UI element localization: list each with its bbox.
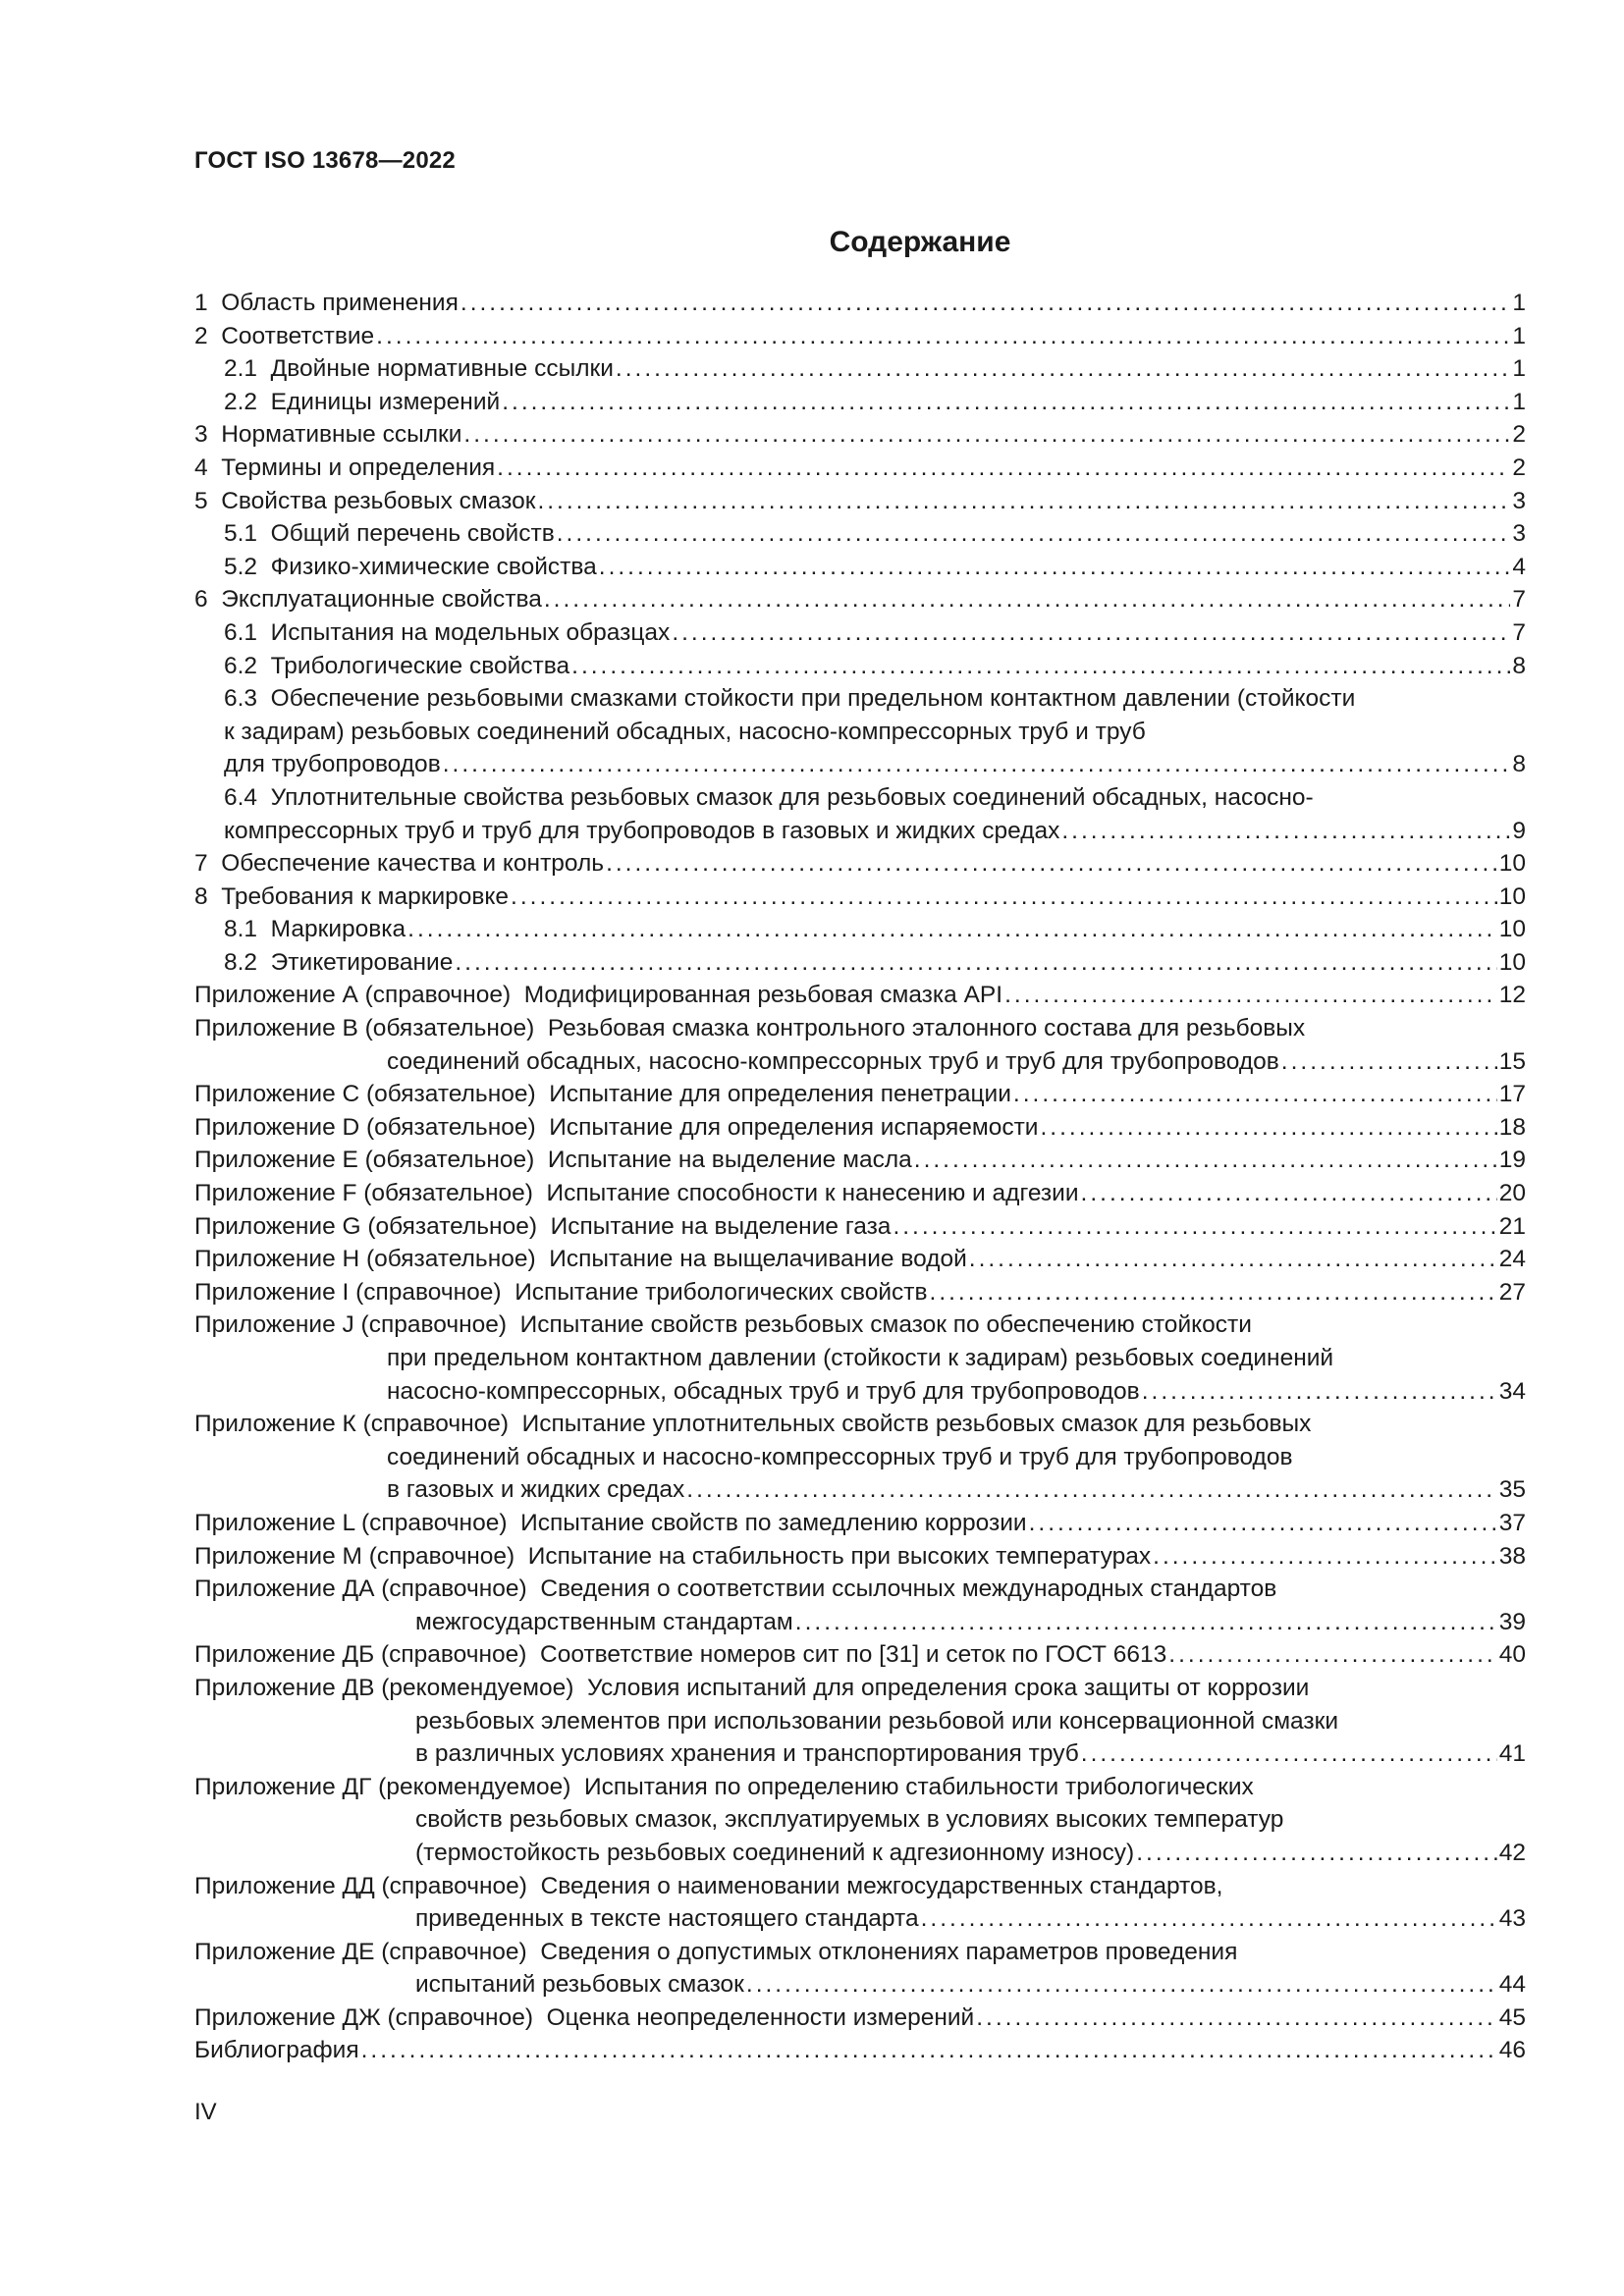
toc-entry-text: Приложение ДЕ (справочное) Сведения о допустимых отклонениях параметров проведения: [194, 1938, 1238, 1965]
dot-leader: [914, 1144, 1497, 1177]
toc-page-number: 17: [1498, 1081, 1526, 1108]
dot-leader: [1281, 1045, 1497, 1079]
toc-entry[interactable]: [194, 517, 1526, 551]
toc-entry[interactable]: [194, 1507, 1526, 1540]
toc-entry-text: в различных условиях хранения и транспортирования труб: [415, 1740, 1079, 1768]
toc-entry-text: Приложение С (обязательное) Испытание для определения пенетрации: [194, 1081, 1011, 1108]
toc-entry-text: приведенных в тексте настоящего стандарта: [415, 1905, 919, 1933]
dot-leader: [376, 320, 1510, 353]
toc-entry-text: 5.1 Общий перечень свойств: [224, 520, 555, 548]
toc-page-number: 46: [1498, 2037, 1526, 2064]
toc-entry-text: 3 Нормативные ссылки: [194, 421, 462, 449]
toc-entry-text: 8 Требования к маркировке: [194, 882, 510, 910]
dot-leader: [1142, 1375, 1497, 1409]
toc-entry[interactable]: [194, 1276, 1526, 1309]
dot-leader: [1061, 815, 1510, 848]
toc-entry-text: 2.1 Двойные нормативные ссылки: [224, 355, 614, 383]
dot-leader: [606, 847, 1497, 881]
dot-leader: [463, 418, 1510, 452]
toc-page-number: 24: [1498, 1246, 1526, 1273]
toc-entry-text: Приложение F (обязательное) Испытание способности к нанесению и адгезии: [194, 1180, 1079, 1207]
toc-entry-text: 5.2 Физико-химические свойства: [224, 553, 597, 580]
toc-entry-text: свойств резьбовых смазок, эксплуатируемых в условиях высоких температур: [415, 1806, 1284, 1834]
toc-page-number: 10: [1498, 882, 1526, 910]
toc-entry-text: Приложение L (справочное) Испытание свойств по замедлению коррозии: [194, 1509, 1027, 1536]
toc-entry[interactable]: [194, 881, 1526, 914]
toc-entry-text: в газовых и жидких средах: [387, 1476, 685, 1504]
toc-page-number: 43: [1498, 1905, 1526, 1933]
toc-page-number: 34: [1498, 1377, 1526, 1405]
toc-entry-text: межгосударственным стандартам: [415, 1608, 793, 1635]
toc-entry[interactable]: [194, 1408, 1526, 1507]
toc-entry[interactable]: [194, 1144, 1526, 1177]
dot-leader: [407, 913, 1497, 946]
toc-page-number: 19: [1498, 1147, 1526, 1174]
toc-entry[interactable]: [194, 2002, 1526, 2035]
document-header: ГОСТ ISO 13678—2022: [194, 147, 456, 174]
toc-entry[interactable]: [194, 2034, 1526, 2067]
toc-entry[interactable]: [194, 1177, 1526, 1210]
toc-entry[interactable]: [194, 1540, 1526, 1574]
toc-entry-text: Приложение ДД (справочное) Сведения о наименовании межгосударственных стандартов,: [194, 1872, 1223, 1899]
toc-entry[interactable]: [194, 452, 1526, 485]
dot-leader: [969, 1243, 1497, 1276]
toc-entry-text: Приложение ДВ (рекомендуемое) Условия испытаний для определения срока защиты от коррозии: [194, 1674, 1310, 1701]
dot-leader: [893, 1210, 1496, 1244]
toc-entry[interactable]: [194, 551, 1526, 584]
toc-page-number: 21: [1498, 1212, 1526, 1240]
dot-leader: [460, 287, 1510, 320]
toc-entry[interactable]: [194, 1638, 1526, 1672]
toc-page-number: 20: [1498, 1180, 1526, 1207]
toc-entry-text: испытаний резьбовых смазок: [415, 1971, 744, 1999]
dot-leader: [443, 748, 1511, 781]
toc-entry-text: 2.2 Единицы измерений: [224, 388, 501, 415]
toc-page-number: 7: [1512, 618, 1526, 646]
toc-entry[interactable]: [194, 583, 1526, 616]
toc-entry-text: Приложение ДГ (рекомендуемое) Испытания по определению стабильности трибологических: [194, 1773, 1254, 1800]
dot-leader: [1041, 1111, 1497, 1145]
dot-leader: [1153, 1540, 1497, 1574]
toc-page-number: 10: [1498, 916, 1526, 943]
toc-entry[interactable]: [194, 1243, 1526, 1276]
toc-page-number: 9: [1512, 817, 1526, 844]
toc-entry-text: Приложение ДБ (справочное) Соответствие номеров сит по [31] и сеток по ГОСТ 6613: [194, 1641, 1167, 1669]
toc-entry-text: 8.1 Маркировка: [224, 916, 406, 943]
dot-leader: [544, 583, 1510, 616]
toc-entry[interactable]: [194, 1573, 1526, 1638]
toc-page-number: 39: [1498, 1608, 1526, 1635]
toc-entry-text: резьбовых элементов при использовании резьбовой или консервационной смазки: [415, 1707, 1339, 1735]
toc-entry-text: Приложение А (справочное) Модифицированная резьбовая смазка API: [194, 982, 1003, 1009]
toc-page-number: 3: [1512, 487, 1526, 514]
toc-entry[interactable]: [194, 913, 1526, 946]
dot-leader: [921, 1902, 1497, 1936]
toc-entry[interactable]: [194, 946, 1526, 980]
toc-page-number: 15: [1498, 1047, 1526, 1075]
toc-entry-text: Приложение К (справочное) Испытание уплотнительных свойств резьбовых смазок для резьбовых: [194, 1411, 1312, 1438]
dot-leader: [557, 517, 1511, 551]
dot-leader: [672, 616, 1510, 650]
toc-page-number: 18: [1498, 1113, 1526, 1141]
toc-page-number: 8: [1512, 652, 1526, 679]
dot-leader: [1081, 1177, 1497, 1210]
toc-entry[interactable]: [194, 320, 1526, 353]
toc-entry[interactable]: [194, 287, 1526, 320]
toc-entry[interactable]: [194, 1672, 1526, 1771]
toc-entry-text: Приложение Е (обязательное) Испытание на выделение масла: [194, 1147, 912, 1174]
toc-entry[interactable]: [194, 650, 1526, 683]
toc-page-number: 44: [1498, 1971, 1526, 1999]
toc-entry-text: компрессорных труб и труб для трубопроводов в газовых и жидких средах: [224, 817, 1060, 844]
toc-entry-text: Приложение Н (обязательное) Испытание на выщелачивание водой: [194, 1246, 967, 1273]
page-number: IV: [194, 2099, 217, 2125]
toc-entry-text: 8.2 Этикетирование: [224, 948, 454, 976]
dot-leader: [795, 1606, 1497, 1639]
dot-leader: [361, 2034, 1497, 2067]
toc-page-number: 1: [1512, 290, 1526, 316]
dot-leader: [455, 946, 1496, 980]
dot-leader: [502, 386, 1510, 419]
toc-page-number: 40: [1498, 1641, 1526, 1669]
toc-entry-text: Библиография: [194, 2037, 359, 2064]
toc-entry-text: Приложение D (обязательное) Испытание для определения испаряемости: [194, 1113, 1039, 1141]
toc-entry[interactable]: [194, 1771, 1526, 1870]
dot-leader: [976, 2002, 1496, 2035]
toc-entry-text: Приложение I (справочное) Испытание трибологических свойств: [194, 1278, 928, 1306]
toc-entry[interactable]: [194, 1012, 1526, 1078]
toc-entry-text: для трубопроводов: [224, 751, 441, 778]
dot-leader: [599, 551, 1511, 584]
toc-page-number: 42: [1498, 1839, 1526, 1866]
dot-leader: [511, 881, 1497, 914]
toc-entry[interactable]: [194, 979, 1526, 1012]
toc-page-number: 1: [1512, 322, 1526, 349]
toc-entry[interactable]: [194, 418, 1526, 452]
dot-leader: [930, 1276, 1497, 1309]
toc-entry-text: 6.3 Обеспечение резьбовыми смазками стойкости при предельном контактном давлении (стойкости: [224, 685, 1356, 713]
dot-leader: [497, 452, 1510, 485]
toc-entry-text: Приложение J (справочное) Испытание свойств резьбовых смазок по обеспечению стойкости: [194, 1311, 1252, 1339]
toc-entry-text: насосно-компрессорных, обсадных труб и труб для трубопроводов: [387, 1377, 1140, 1405]
dot-leader: [1029, 1507, 1497, 1540]
toc-entry-text: Приложение В (обязательное) Резьбовая смазка контрольного эталонного состава для резьбовых: [194, 1015, 1306, 1042]
toc-entry-text: Приложение G (обязательное) Испытание на выделение газа: [194, 1212, 892, 1240]
toc-entry-text: при предельном контактном давлении (стойкости к задирам) резьбовых соединений: [387, 1345, 1334, 1371]
toc-entry[interactable]: [194, 847, 1526, 881]
toc-entry-text: Приложение ДА (справочное) Сведения о соответствии ссылочных международных стандартов: [194, 1575, 1277, 1603]
toc-entry[interactable]: [194, 616, 1526, 650]
toc-entry-text: к задирам) резьбовых соединений обсадных, насосно-компрессорных труб и труб: [224, 718, 1146, 745]
toc-entry-text: Приложение ДЖ (справочное) Оценка неопределенности измерений: [194, 2003, 975, 2031]
toc-page-number: 3: [1512, 520, 1526, 548]
toc-entry-text: 7 Обеспечение качества и контроль: [194, 850, 605, 878]
toc-entry[interactable]: [194, 1308, 1526, 1408]
dot-leader: [746, 1968, 1497, 2002]
dot-leader: [686, 1473, 1496, 1507]
table-of-contents: [194, 287, 1526, 2067]
toc-entry[interactable]: [194, 386, 1526, 419]
toc-entry-text: 6 Эксплуатационные свойства: [194, 586, 542, 614]
dot-leader: [1168, 1638, 1496, 1672]
toc-page-number: 37: [1498, 1509, 1526, 1536]
toc-entry[interactable]: [194, 1078, 1526, 1111]
toc-page-number: 12: [1498, 982, 1526, 1009]
toc-page-number: 45: [1498, 2003, 1526, 2031]
toc-entry-text: 6.2 Трибологические свойства: [224, 652, 570, 679]
toc-entry[interactable]: [194, 1210, 1526, 1244]
dot-leader: [1004, 979, 1497, 1012]
toc-page-number: 7: [1512, 586, 1526, 614]
toc-page-number: 1: [1512, 388, 1526, 415]
toc-entry-text: 4 Термины и определения: [194, 454, 496, 481]
dot-leader: [537, 485, 1510, 518]
dot-leader: [1136, 1837, 1497, 1870]
toc-entry-text: (термостойкость резьбовых соединений к адгезионному износу): [415, 1839, 1135, 1866]
toc-page-number: 1: [1512, 355, 1526, 383]
toc-entry-text: Приложение М (справочное) Испытание на стабильность при высоких температурах: [194, 1542, 1152, 1570]
toc-page-number: 27: [1498, 1278, 1526, 1306]
toc-entry-text: 5 Свойства резьбовых смазок: [194, 487, 536, 514]
toc-entry[interactable]: [194, 1111, 1526, 1145]
toc-page-number: 35: [1498, 1476, 1526, 1504]
toc-page-number: 10: [1498, 850, 1526, 878]
dot-leader: [1081, 1737, 1497, 1771]
dot-leader: [616, 352, 1510, 386]
toc-entry[interactable]: [194, 485, 1526, 518]
page-title: Содержание: [829, 226, 1011, 258]
toc-entry-text: 6.4 Уплотнительные свойства резьбовых смазок для резьбовых соединений обсадных, насосно-: [224, 783, 1314, 811]
toc-page-number: 4: [1512, 553, 1526, 580]
dot-leader: [571, 650, 1510, 683]
toc-entry-text: соединений обсадных и насосно-компрессорных труб и труб для трубопроводов: [387, 1443, 1293, 1470]
toc-page-number: 10: [1498, 948, 1526, 976]
toc-entry[interactable]: [194, 1870, 1526, 1936]
toc-page-number: 8: [1512, 751, 1526, 778]
toc-entry-text: соединений обсадных, насосно-компрессорных труб и труб для трубопроводов: [387, 1047, 1279, 1075]
toc-entry[interactable]: [194, 352, 1526, 386]
toc-entry[interactable]: [194, 1936, 1526, 2002]
toc-entry-text: 2 Соответствие: [194, 322, 375, 349]
toc-entry-text: 6.1 Испытания на модельных образцах: [224, 618, 671, 646]
dot-leader: [1013, 1078, 1497, 1111]
toc-page-number: 38: [1498, 1542, 1526, 1570]
toc-entry[interactable]: [194, 781, 1526, 847]
toc-page-number: 2: [1512, 454, 1526, 481]
toc-entry[interactable]: [194, 682, 1526, 781]
toc-entry-text: 1 Область применения: [194, 290, 459, 316]
toc-page-number: 2: [1512, 421, 1526, 449]
toc-page-number: 41: [1498, 1740, 1526, 1768]
